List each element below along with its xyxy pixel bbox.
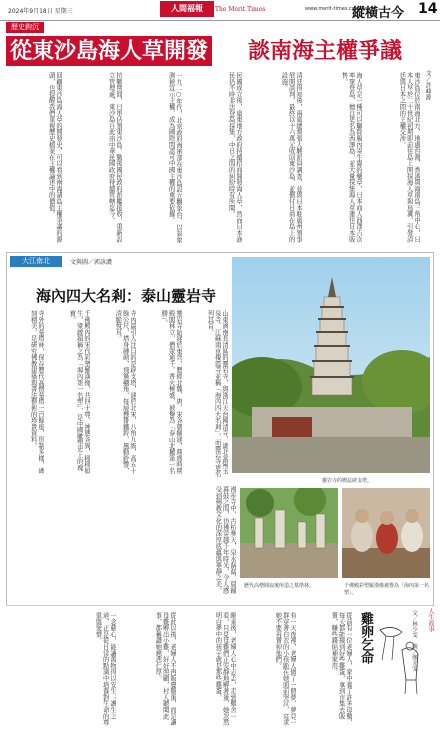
issue-date: 2024年9月18日 星期三 [8, 8, 73, 15]
article-paragraph: 民國成立後，廣東地方政府持續招商開發海人草，然而日本漁民仍不時非法登島採集，中日之間的糾紛時有所聞。 [227, 72, 242, 243]
essay-paragraph: 從此以後，老婦人不再販賣雞蛋，而是讓母雞孵出小雞，好好照顧，村人聽聞此事，都稱讚她慈悲仁厚。 [154, 612, 176, 726]
section-divider [6, 605, 432, 606]
article-paragraph: 東沙島位於南海北方，地處台灣、香港與海南島三角中心，日本人早於二十世紀初期即前往島上開採海人草與鳥糞，引發清廷與日本之間的主權交涉。 [398, 72, 420, 243]
page-number: 14 [418, 1, 438, 17]
essay-paragraph: 一念慈心，能讓萬物得以安生；護生之道，正是從日常的點滴中培養對生命的尊重與愛惜。 [94, 612, 116, 726]
article-category-tag: 歷史鉤沉 [6, 22, 44, 33]
arhat-statues-caption: 千佛殿彩塑羅漢像被譽為「海內第一名塑」。 [344, 583, 430, 596]
article-subheadline: 談南海主權爭議 [248, 38, 403, 64]
essay-illustration [372, 620, 424, 700]
essay-paragraph: 從前有一位老婦人，家中養了許多母雞，每天都能撿到好些雞蛋，拿到市集去販賣，賺些錢貼補家用。 [330, 612, 352, 726]
article-paragraph: 海人草是一種可以驅除腸內寄生蟲的藥草，日本商人西澤吉次率眾登島，擅自更名為西澤島，並大量採集海人草運往日本販售。 [340, 72, 362, 243]
article-paragraph: 一九二○年代，北京政府海軍部在東沙島設立觀象台，以氣象測候宣示主權，成為國際間認可中國主權的重要依據。 [167, 72, 182, 243]
essay-title: 雞卵乞命 [358, 612, 373, 664]
feature-paragraph: 山東濟南長清區的靈岩寺，與浙江天台國清寺、湖北當陽玉泉寺、江蘇南京棲霞寺並稱「海內四大名剎」，而靈岩寺更名列其首。 [206, 310, 228, 477]
newspaper-logo: 人間福報 [160, 1, 214, 17]
pagoda-forest-caption: 歷代高僧圓寂後所造之墓塔林。 [244, 583, 315, 589]
feature-byline: 文與圖／郭詠濃 [70, 259, 113, 266]
feature-paragraph: 靈岩寺始建於東晉，歷經北魏、唐、宋各朝擴建，鼎盛時期殿閣林立，僧眾逾千，香火極盛，被譽為「泰山北麓第一名勝」。 [160, 310, 182, 474]
essay-paragraph: 有一天夜裡，老婦人做了一個夢，夢見一群穿著白衣的小孩跪在她面前哭泣，哀求她不要再賣掉他們。 [274, 612, 296, 726]
article-paragraph: 抗戰期間，日軍佔領東沙島。戰後國民政府派艦接收，重新設立管理處，東沙島自此由中華民國政府持續管轄迄今。 [107, 72, 122, 243]
feature-paragraph: 千佛殿內的宋代彩塑羅漢像，共四十尊，神態各異，栩栩如生，梁啟超稱之為「海內第一名塑」，是中國雕塑史上的瑰寶。 [68, 310, 90, 474]
newspaper-logo-english: The Merit Times [215, 6, 266, 13]
essay-category-tag: 人生故事 [427, 608, 434, 632]
pagoda-forest-photo [240, 488, 338, 578]
section-name: 縱橫古今 [352, 6, 405, 21]
feature-category-tag: 大江南北 [10, 256, 62, 267]
essay-paragraph: 醒來後，老婦人心中忐忑，走到雞舍一看，只見母雞們正安靜地孵著蛋，她忽然明白夢中的孩子就是那些雞蛋。 [214, 612, 236, 726]
feature-title: 海內四大名剎：泰山靈岩寺 [36, 287, 217, 305]
pagoda-photo-caption: 靈岩寺的標誌辟支塔。 [322, 478, 373, 484]
pagoda-photo [232, 257, 430, 473]
arhat-statues-photo [342, 488, 430, 578]
article-headline: 從東沙島海人草開發 [6, 36, 212, 66]
article-paragraph: 清廷得知後，兩廣總督張人駿派員調查，並與日本駐廣州領事展開談判，最終以十六萬元收回東沙島，並償付日商在島上的設施。 [280, 72, 302, 243]
feature-paragraph: 寺外的墓塔林，保存歷代高僧墓塔一百餘座，形制多樣，碑刻精美，是研究佛教建築與書法藝術的珍貴資料。 [29, 310, 44, 474]
article-paragraph: 回顧東沙島海人草的開發史，可以看到南海諸島主權爭議的源頭，也提醒我們重視歷史檔案在主權論述中的價值。 [47, 72, 62, 243]
page-header [0, 0, 440, 21]
article-byline: 文／許峰源 [424, 70, 432, 100]
website-url: www.merit-times.com.tw [305, 6, 368, 12]
feature-paragraph: 寺內最引人注目的是辟支塔，建於北宋，八角九級，高五十餘公尺，塔身磚砌，飛簷翹角，每層懸掛鐵鈴，風動鈴響，清脆悅耳。 [114, 310, 136, 474]
essay-byline: 文／林少雯 圖／鄭介雯 [411, 610, 417, 671]
feature-paragraph: 漫步寺中，古柏參天，泉水潺潺，晨鐘暮鼓之間，彷彿穿越千年時光，令人感受到佛教文化的深厚底蘊與寧靜之美。 [214, 486, 236, 594]
